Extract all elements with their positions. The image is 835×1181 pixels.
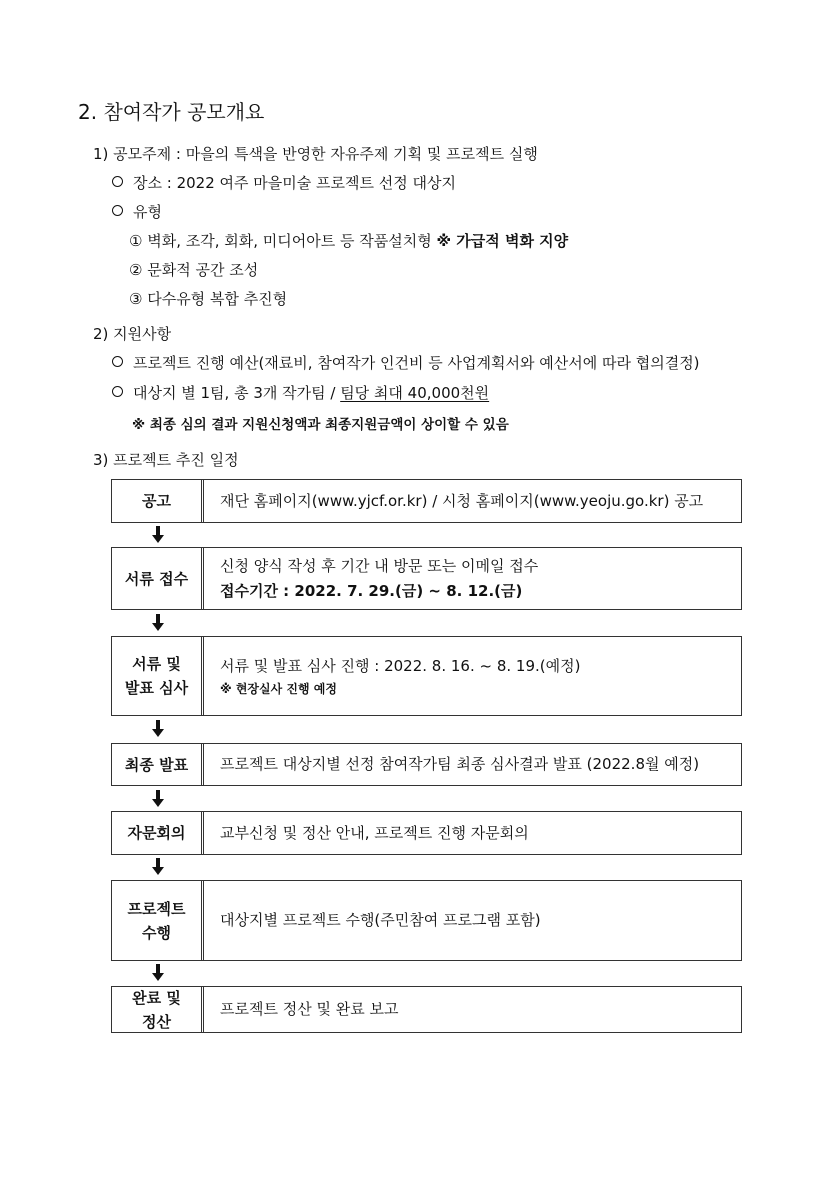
step-label-line1: 프로젝트 [127,899,186,918]
step-description: 재단 홈페이지(www.yjcf.or.kr) / 시청 홈페이지(www.yeoju.go.kr) 공고 [220,491,704,510]
arrow-down-icon [152,526,164,544]
step-description: 프로젝트 정산 및 완료 보고 [220,1000,399,1018]
circle-bullet-icon [112,356,123,367]
arrow-down-icon [152,720,164,738]
bullet-team: 대상지 별 1팀, 총 3개 작가팀 / 팀당 최대 40,000천원 [112,382,489,403]
section-3-title: 3) 프로젝트 추진 일정 [93,451,239,469]
type-item-3: ③ 다수유형 복합 추진형 [129,290,288,308]
bullet-type: 유형 [112,201,162,222]
schedule-step-announcement [111,479,742,523]
step-label: 서류 접수 [112,548,204,609]
circle-bullet-icon [112,386,123,397]
arrow-down-icon [152,964,164,982]
section-2-note: ※ 최종 심의 결과 지원신청액과 최종지원금액이 상이할 수 있음 [132,417,509,433]
type-item-1: ① 벽화, 조각, 회화, 미디어아트 등 작품설치형 ※ 가급적 벽화 지양 [129,232,569,250]
step-label-line2: 수행 [142,923,171,942]
step-label-line2: 정산 [142,1012,171,1031]
bullet-place: 장소 : 2022 여주 마을미술 프로젝트 선정 대상지 [112,172,456,193]
circle-bullet-icon [112,205,123,216]
schedule-step-completion [111,986,742,1033]
schedule-step-review [111,636,742,716]
bullet-budget: 프로젝트 진행 예산(재료비, 참여작가 인건비 등 사업계획서와 예산서에 따라 협의결정) [112,352,700,373]
submission-period: 접수기간 : 2022. 7. 29.(금) ~ 8. 12.(금) [220,581,523,600]
arrow-down-icon [152,790,164,808]
step-description: 프로젝트 대상지별 선정 참여작가팀 최종 심사결과 발표 (2022.8월 예정) [220,755,700,773]
schedule-step-execution [111,880,742,961]
circle-bullet-icon [112,176,123,187]
page-title: 2. 참여작가 공모개요 [78,100,265,124]
section-1-title: 1) 공모주제 : 마을의 특색을 반영한 자유주제 기획 및 프로젝트 실행 [93,145,538,163]
step-description: 신청 양식 작성 후 기간 내 방문 또는 이메일 접수 [220,556,539,575]
step-label: 공고 [112,480,204,522]
step-label-line2: 발표 심사 [124,679,189,697]
step-label-line1: 완료 및 [132,988,181,1007]
type-1-note: ※ 가급적 벽화 지양 [436,232,569,250]
schedule-step-final-announcement [111,743,742,786]
step-label: 자문회의 [112,812,204,854]
step-label-line1: 서류 및 [132,655,181,673]
schedule-step-advisory [111,811,742,855]
step-label: 최종 발표 [112,744,204,785]
step-description: 교부신청 및 정산 안내, 프로젝트 진행 자문회의 [220,823,529,842]
step-description: 서류 및 발표 심사 진행 : 2022. 8. 16. ~ 8. 19.(예정) [220,656,581,675]
step-note: ※ 현장실사 진행 예정 [220,681,337,696]
section-2-title: 2) 지원사항 [93,325,172,343]
type-item-2: ② 문화적 공간 조성 [129,261,259,279]
arrow-down-icon [152,614,164,632]
step-description: 대상지별 프로젝트 수행(주민참여 프로그램 포함) [220,911,541,929]
arrow-down-icon [152,858,164,876]
schedule-step-submission [111,547,742,610]
team-amount: 팀당 최대 40,000천원 [340,384,490,402]
